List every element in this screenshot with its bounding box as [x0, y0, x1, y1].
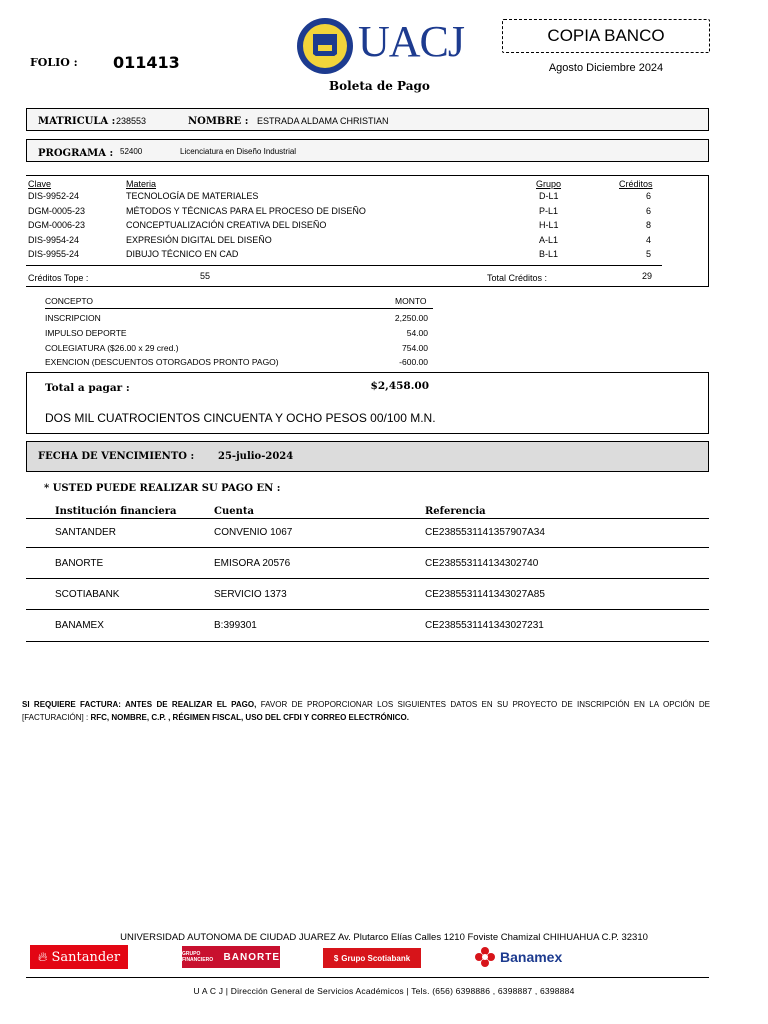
course-materia: TECNOLOGÍA DE MATERIALES [126, 191, 259, 201]
copy-label: COPIA BANCO [547, 26, 665, 45]
payment-divider [26, 609, 709, 610]
course-creditos: 8 [646, 220, 652, 230]
matricula-label: MATRICULA : [38, 116, 116, 127]
folio-value: 011413 [113, 53, 180, 72]
course-materia: CONCEPTUALIZACIÓN CREATIVA DEL DISEÑO [126, 220, 327, 230]
header-cuenta: Cuenta [214, 506, 254, 517]
programa-name: Licenciatura en Diseño Industrial [180, 147, 297, 156]
header-clave: Clave [28, 179, 52, 189]
folio-label: FOLIO : [30, 56, 78, 69]
bank-reference: CE238553114134302740 [425, 558, 539, 569]
bank-account: B:399301 [214, 620, 257, 631]
uacj-seal-icon [296, 16, 354, 76]
banorte-logo-text: BANORTE [223, 951, 280, 963]
bank-reference: CE238553114134302723‌1 [425, 620, 544, 631]
header-materia: Materia [126, 179, 157, 189]
period-label: Agosto Diciembre 2024 [548, 62, 664, 74]
programa-label: PROGRAMA : [38, 148, 114, 159]
nombre-value: ESTRADA ALDAMA CHRISTIAN [257, 116, 389, 126]
total-creditos-label: Total Créditos : [487, 273, 548, 283]
invoice-note-text: FAVOR DE PROPORCIONAR LOS SIGUIENTES DATOS EN SU PROYECTO DE INSCRIPCIÓN EN LA OPCIÓN DE [FACTURACIÓN] : [22, 700, 711, 722]
course-clave: DGM-0006-23 [28, 220, 86, 230]
due-date-label: FECHA DE VENCIMIENTO : [38, 451, 195, 462]
concept-name: IMPULSO DEPORTE [45, 328, 127, 338]
scotiabank-logo-text: Grupo Scotiabank [341, 953, 411, 963]
uacj-logo-text: UACJ [358, 17, 465, 66]
total-value: $2,458.00 [370, 380, 429, 392]
invoice-note-bold: SI REQUIERE FACTURA: ANTES DE REALIZAR EL PAGO, [22, 700, 257, 709]
course-creditos: 5 [646, 249, 652, 259]
course-grupo: B-L1 [539, 249, 559, 259]
concept-amount: 2,250.00 [394, 313, 428, 323]
course-materia: MÉTODOS Y TÉCNICAS PARA EL PROCESO DE DISEÑO [126, 206, 366, 216]
invoice-note-fields: RFC, NOMBRE, C.P. , RÉGIMEN FISCAL, USO DEL CFDI Y CORREO ELECTRÓNICO. [90, 713, 409, 722]
payment-divider [26, 578, 709, 579]
payment-divider [26, 641, 709, 642]
total-label: Total a pagar : [45, 382, 130, 394]
course-creditos: 6 [646, 191, 652, 201]
total-creditos-value: 29 [642, 271, 653, 281]
payment-divider [26, 547, 709, 548]
footer-contact: U A C J | Dirección General de Servicios Académicos | Tels. (656) 6398886 , 6398887 , 6398884 [193, 986, 575, 996]
payment-divider [26, 518, 709, 519]
bank-account: CONVENIO 1067 [214, 527, 293, 538]
concept-name: EXENCION (DESCUENTOS OTORGADOS PRONTO PAGO) [45, 357, 279, 367]
header-referencia: Referencia [425, 506, 486, 517]
course-clave: DIS-9954-24 [28, 235, 80, 245]
course-clave: DIS-9952-24 [28, 191, 80, 201]
bank-reference: CE2385531141357907A34 [425, 527, 545, 538]
bank-name: SANTANDER [55, 527, 116, 538]
course-creditos: 4 [646, 235, 652, 245]
concept-amount: 54.00 [406, 328, 428, 338]
scotiabank-logo [323, 948, 421, 968]
bank-name: SCOTIABANK [55, 589, 120, 600]
header-institucion: Institución financiera [55, 506, 177, 517]
footer-divider [26, 977, 709, 978]
creditos-tope-label: Créditos Tope : [28, 273, 89, 283]
creditos-tope-value: 55 [200, 271, 211, 281]
courses-divider [26, 265, 662, 266]
total-in-words: DOS MIL CUATROCIENTOS CINCUENTA Y OCHO PESOS 00/100 M.N. [45, 411, 436, 425]
concept-name: COLEGIATURA ($26.00 x 29 cred.) [45, 343, 179, 353]
document-title: Boleta de Pago [329, 79, 430, 93]
invoice-note [22, 698, 710, 724]
banorte-logo-subtext: GRUPO FINANCIERO [182, 951, 214, 963]
course-grupo: A-L1 [539, 235, 559, 245]
course-materia: DIBUJO TÉCNICO EN CAD [126, 249, 239, 259]
course-clave: DIS-9955-24 [28, 249, 80, 259]
santander-logo-text: Santander [51, 949, 121, 965]
banamex-flower-icon [475, 947, 495, 967]
concepts-divider [45, 308, 433, 309]
footer-address: UNIVERSIDAD AUTONOMA DE CIUDAD JUAREZ Av. Plutarco Elías Calles 1210 Foviste Chamizal CHIHUAHUA C.P. 32310 [120, 932, 648, 943]
santander-logo [30, 945, 128, 969]
banorte-logo [182, 946, 280, 968]
banamex-logo-text: Banamex [500, 949, 563, 965]
course-clave: DGM-0005-23 [28, 206, 86, 216]
header-grupo: Grupo [536, 179, 562, 189]
due-date-value: 25-julio-2024 [218, 451, 294, 462]
course-creditos: 6 [646, 206, 652, 216]
flame-icon: 🔥︎ [37, 949, 48, 965]
nombre-label: NOMBRE : [188, 116, 249, 127]
bank-account: EMISORA 20576 [214, 558, 291, 569]
concept-name: INSCRIPCION [45, 313, 101, 323]
course-grupo: D-L1 [539, 191, 559, 201]
monto-header: MONTO [395, 296, 427, 306]
bank-name: BANORTE [55, 558, 104, 569]
course-materia: EXPRESIÓN DIGITAL DEL DISEÑO [126, 235, 272, 245]
header-creditos: Créditos [619, 179, 653, 189]
course-grupo: P-L1 [539, 206, 559, 216]
concept-amount: -600.00 [399, 357, 428, 367]
banamex-logo [475, 946, 562, 968]
course-grupo: H-L1 [539, 220, 559, 230]
concepto-header: CONCEPTO [45, 296, 94, 306]
bank-account: SERVICIO 1373 [214, 589, 287, 600]
payment-title: * USTED PUEDE REALIZAR SU PAGO EN : [44, 483, 281, 494]
concept-amount: 754.00 [402, 343, 428, 353]
bank-reference: CE2385531141343027A85 [425, 589, 545, 600]
matricula-value: 238553 [116, 116, 147, 126]
bank-name: BANAMEX [55, 620, 104, 631]
scotiabank-s-icon: $ [333, 953, 339, 963]
programa-code: 52400 [120, 147, 143, 156]
